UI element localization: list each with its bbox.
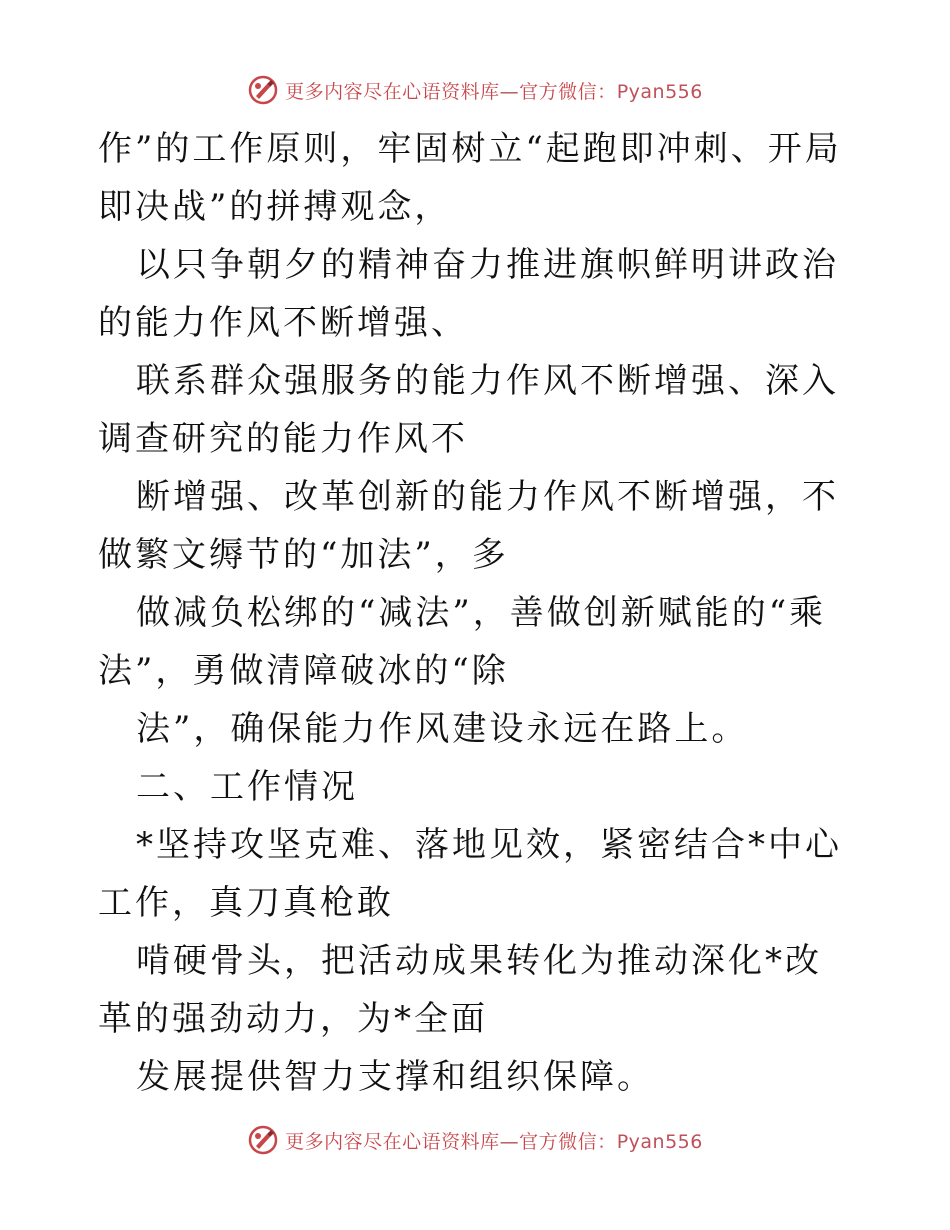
footer-watermark <box>0 1120 950 1160</box>
watermark-wechat-id: Pyan556 <box>616 1130 703 1153</box>
watermark-wechat-label: 官方微信： <box>519 1130 617 1153</box>
paragraph: 断增强、改革创新的能力作风不断增强，不做繁文缛节的“加法”，多 <box>98 477 839 575</box>
paragraph: 法”，确保能力作风建设永远在路上。 <box>136 709 749 749</box>
paragraph: 发展提供智力支撑和组织保障。 <box>136 1057 654 1097</box>
paragraph: *坚持攻坚克难、落地见效，紧密结合*中心工作，真刀真枪敢 <box>98 825 842 923</box>
header-watermark <box>0 70 950 110</box>
paragraph: 啃硬骨头，把活动成果转化为推动深化*改革的强劲动力，为*全面 <box>98 941 822 1039</box>
watermark-separator: — <box>499 1130 520 1153</box>
section-heading: 二、工作情况 <box>136 767 358 807</box>
watermark-wechat-id: Pyan556 <box>616 80 703 103</box>
watermark-wechat-label: 官方微信： <box>519 80 617 103</box>
watermark-site-name: 更多内容尽在心语资料库 <box>285 80 500 103</box>
paragraph: 做减负松绑的“减法”，善做创新赋能的“乘法”，勇做清障破冰的“除 <box>98 593 827 691</box>
watermark-separator: — <box>499 80 520 103</box>
pen-logo-icon <box>247 74 279 106</box>
watermark-text <box>285 77 703 104</box>
watermark-text <box>285 1127 703 1154</box>
document-body <box>98 120 858 1106</box>
paragraph: 以只争朝夕的精神奋力推进旗帜鲜明讲政治的能力作风不断增强、 <box>98 245 839 343</box>
paragraph: 联系群众强服务的能力作风不断增强、深入调查研究的能力作风不 <box>98 361 839 459</box>
pen-logo-icon <box>247 1124 279 1156</box>
watermark-site-name: 更多内容尽在心语资料库 <box>285 1130 500 1153</box>
paragraph: 作”的工作原则，牢固树立“起跑即冲刺、开局即决战”的拼搏观念， <box>98 129 842 227</box>
